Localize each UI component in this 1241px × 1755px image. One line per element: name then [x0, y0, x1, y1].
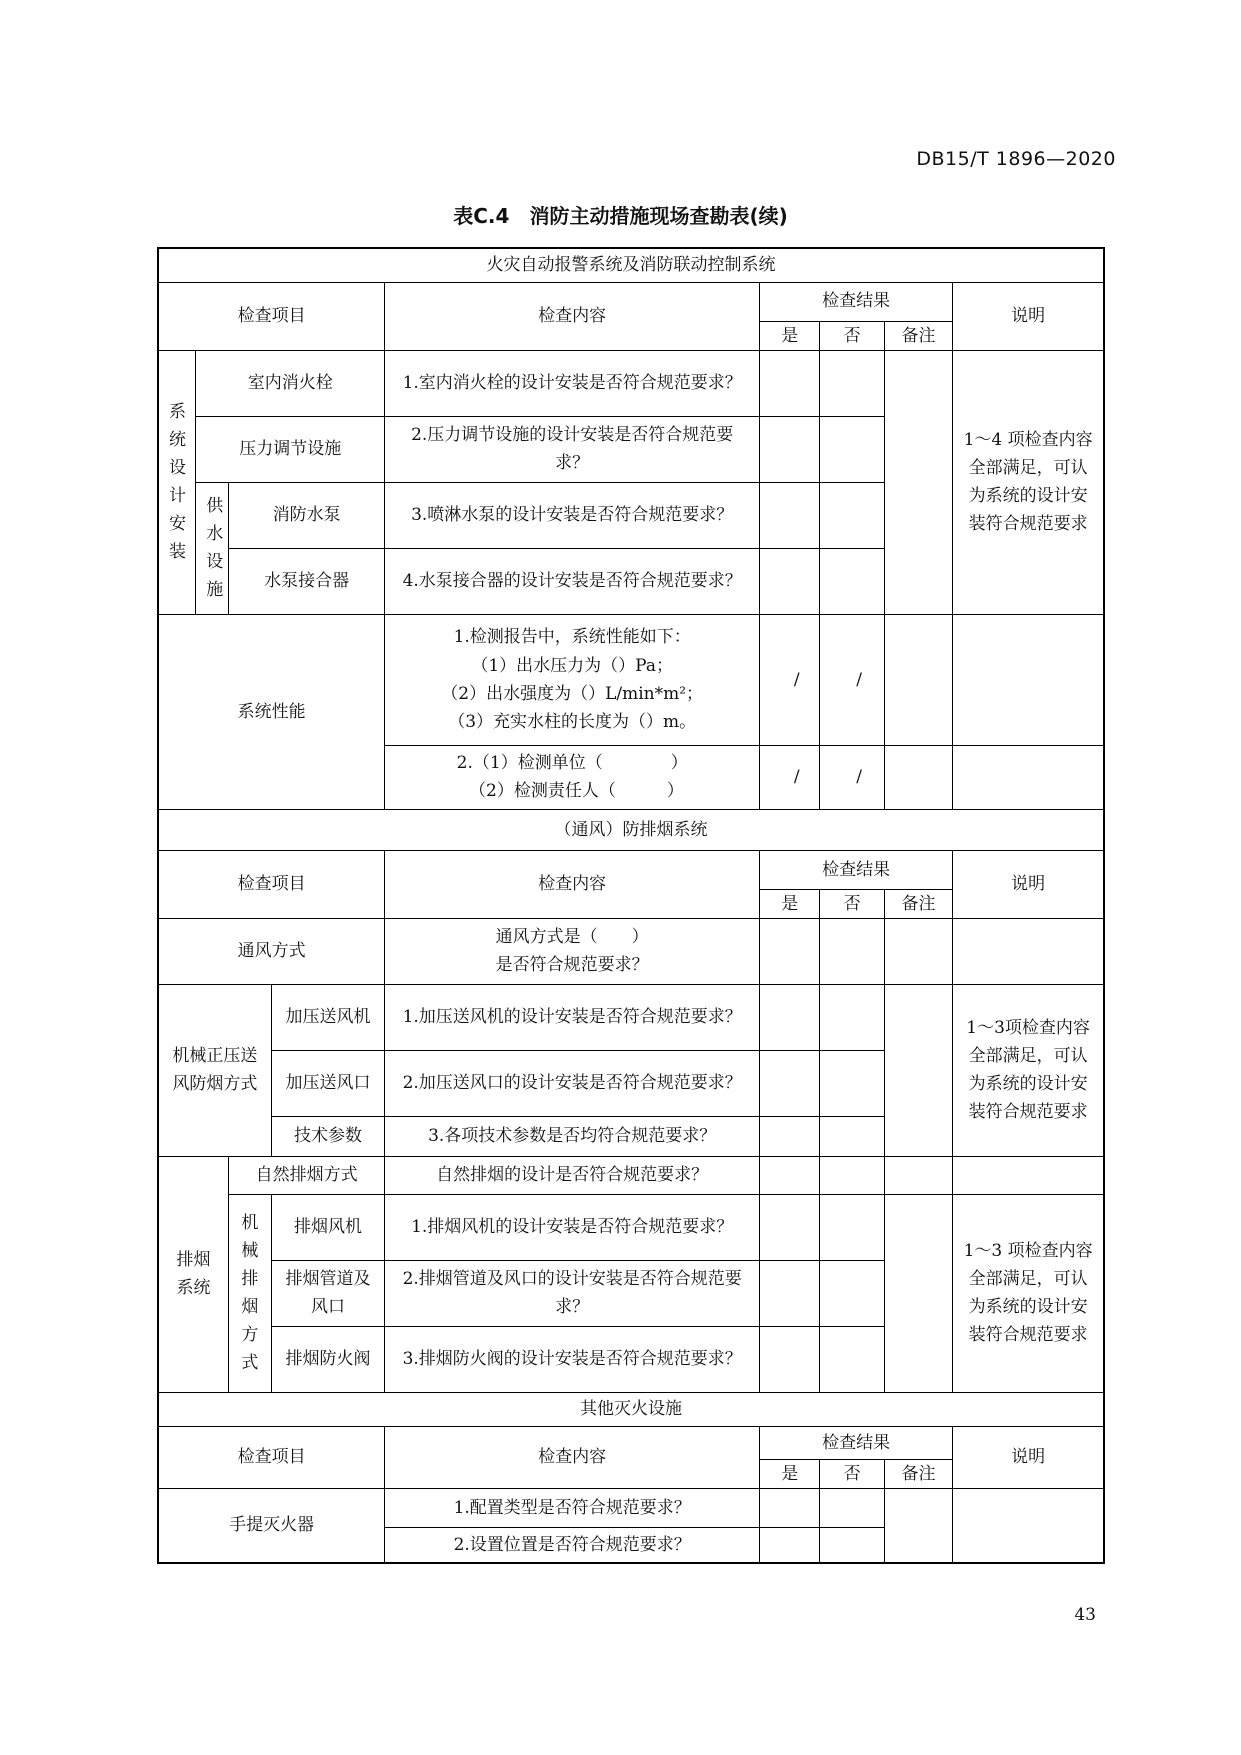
cell-yes[interactable]: [760, 1156, 820, 1194]
cell-no[interactable]: [820, 1156, 884, 1194]
cell-remark[interactable]: [884, 350, 952, 614]
performance-line-4: （3）充实水柱的长度为（）m。: [448, 711, 697, 732]
cell-remark[interactable]: [884, 1488, 952, 1563]
cell-yes[interactable]: [760, 548, 820, 614]
col-header-no: 否: [820, 1459, 884, 1488]
col-header-content: 检查内容: [385, 282, 760, 350]
cell-yes[interactable]: [760, 1326, 820, 1392]
section-header-row: [158, 248, 1104, 282]
ventilation-line-1: 通风方式是（ ）: [495, 927, 649, 948]
content-natural-exhaust: 自然排烟的设计是否符合规范要求？: [385, 1156, 760, 1194]
cell-no[interactable]: [820, 1116, 884, 1156]
column-header-row: [158, 1426, 1104, 1459]
slash-mark: /: [856, 669, 862, 690]
inspection-table: [157, 247, 1105, 1564]
slash-mark: /: [856, 767, 862, 788]
cell-remark[interactable]: [884, 984, 952, 1156]
table-row: [158, 984, 1104, 1050]
performance-line-1: 1.检测报告中，系统性能如下：: [453, 627, 691, 648]
cell-no-slash[interactable]: [820, 745, 884, 809]
content-tech-params: 3.各项技术参数是否均符合规范要求？: [385, 1116, 760, 1156]
content-performance: [385, 614, 760, 745]
col-header-yes: 是: [760, 889, 820, 918]
cell-no[interactable]: [820, 482, 884, 548]
content-fire-damper: 3.排烟防火阀的设计安装是否符合规范要求？: [385, 1326, 760, 1392]
cell-remark[interactable]: [884, 1194, 952, 1392]
cell-yes-slash[interactable]: [760, 614, 820, 745]
col-header-content: 检查内容: [385, 850, 760, 918]
note-system-design: 1～4 项检查内容全部满足，可认为系统的设计安装符合规范要求: [953, 350, 1104, 614]
content-pump-connector: 4.水泵接合器的设计安装是否符合规范要求？: [385, 548, 760, 614]
item-exhaust-fan: 排烟风机: [271, 1194, 384, 1260]
page-number: 43: [1074, 1605, 1096, 1625]
content-extinguisher-location: 2.设置位置是否符合规范要求？: [385, 1527, 760, 1563]
item-pump-connector: 水泵接合器: [228, 548, 384, 614]
col-header-result: 检查结果: [760, 282, 953, 321]
performance-line-3: （2）出水强度为（）L/min*m²；: [441, 683, 704, 704]
cell-yes[interactable]: [760, 918, 820, 984]
col-header-item: 检查项目: [158, 282, 385, 350]
cell-yes[interactable]: [760, 416, 820, 482]
col-header-remark: 备注: [884, 321, 952, 350]
col-header-yes: 是: [760, 321, 820, 350]
content-pressure-outlet: 2.加压送风口的设计安装是否符合规范要求？: [385, 1050, 760, 1116]
item-extinguisher: 手提灭火器: [158, 1488, 385, 1563]
cell-no[interactable]: [820, 1527, 884, 1563]
cell-no[interactable]: [820, 416, 884, 482]
cell-yes[interactable]: [760, 482, 820, 548]
item-indoor-hydrant: 室内消火栓: [196, 350, 385, 416]
item-pressure-regulation: 压力调节设施: [196, 416, 385, 482]
cell-yes[interactable]: [760, 1116, 820, 1156]
item-fire-damper: 排烟防火阀: [271, 1326, 384, 1392]
table-row: [158, 1194, 1104, 1260]
cell-remark[interactable]: [884, 1156, 952, 1194]
testing-line-1: 2.（1）检测单位（ ）: [456, 753, 688, 773]
content-testing-unit: [385, 745, 760, 809]
item-pressure-outlet: 加压送风口: [271, 1050, 384, 1116]
ventilation-line-2: 是否符合规范要求？: [495, 955, 649, 976]
content-exhaust-duct: 2.排烟管道及风口的设计安装是否符合规范要求？: [385, 1260, 760, 1326]
col-header-no: 否: [820, 321, 884, 350]
group-mech-exhaust: 机械排烟方式: [228, 1194, 271, 1392]
content-exhaust-fan: 1.排烟风机的设计安装是否符合规范要求？: [385, 1194, 760, 1260]
item-exhaust-duct: 排烟管道及风口: [271, 1260, 384, 1326]
col-header-item: 检查项目: [158, 1426, 385, 1488]
col-header-note: 说明: [953, 1426, 1104, 1488]
group-mech-pressurization: 机械正压送风防烟方式: [158, 984, 271, 1156]
section-title-smoke-control: （通风）防排烟系统: [158, 809, 1104, 850]
content-indoor-hydrant: 1.室内消火栓的设计安装是否符合规范要求？: [385, 350, 760, 416]
cell-remark[interactable]: [884, 918, 952, 984]
column-header-row: [158, 850, 1104, 889]
cell-no[interactable]: [820, 918, 884, 984]
performance-line-2: （1）出水压力为（）Pa；: [471, 655, 673, 676]
col-header-item: 检查项目: [158, 850, 385, 918]
document-code: DB15/T 1896—2020: [916, 148, 1116, 170]
content-pressure-fan: 1.加压送风机的设计安装是否符合规范要求？: [385, 984, 760, 1050]
section-header-row: [158, 1392, 1104, 1426]
testing-line-2: （2）检测责任人（ ）: [460, 781, 684, 802]
table-row: [158, 1156, 1104, 1194]
col-header-no: 否: [820, 889, 884, 918]
cell-no[interactable]: [820, 1050, 884, 1116]
cell-yes[interactable]: [760, 350, 820, 416]
table-row: [158, 350, 1104, 416]
cell-no[interactable]: [820, 1194, 884, 1260]
cell-note: [953, 614, 1104, 745]
content-extinguisher-type: 1.配置类型是否符合规范要求？: [385, 1488, 760, 1527]
cell-note: [953, 918, 1104, 984]
cell-no[interactable]: [820, 984, 884, 1050]
cell-note: [953, 1156, 1104, 1194]
cell-no[interactable]: [820, 548, 884, 614]
cell-no[interactable]: [820, 1260, 884, 1326]
content-fire-pump: 3.喷淋水泵的设计安装是否符合规范要求？: [385, 482, 760, 548]
slash-mark: /: [793, 669, 800, 690]
section-title-other: 其他灭火设施: [158, 1392, 1104, 1426]
table-row: [158, 918, 1104, 984]
col-header-remark: 备注: [884, 889, 952, 918]
group-smoke-exhaust: 排烟系统: [158, 1156, 228, 1392]
cell-no[interactable]: [820, 1326, 884, 1392]
col-header-note: 说明: [953, 850, 1104, 918]
slash-mark: /: [793, 767, 800, 788]
cell-note: [953, 1488, 1104, 1563]
item-tech-params: 技术参数: [271, 1116, 384, 1156]
cell-yes[interactable]: [760, 1527, 820, 1563]
cell-note: [953, 745, 1104, 809]
cell-yes[interactable]: [760, 1050, 820, 1116]
table-row: [158, 1488, 1104, 1527]
group-system-design: 系统设计安装: [158, 350, 196, 614]
cell-no-slash[interactable]: [820, 614, 884, 745]
cell-yes[interactable]: [760, 984, 820, 1050]
col-header-result: 检查结果: [760, 1426, 953, 1459]
group-water-supply: 供水设施: [196, 482, 229, 614]
col-header-result: 检查结果: [760, 850, 953, 889]
cell-yes[interactable]: [760, 1260, 820, 1326]
cell-yes-slash[interactable]: [760, 745, 820, 809]
content-pressure-regulation: 2.压力调节设施的设计安装是否符合规范要求？: [385, 416, 760, 482]
cell-no[interactable]: [820, 1488, 884, 1527]
section-title-fire-alarm: 火灾自动报警系统及消防联动控制系统: [158, 248, 1104, 282]
item-natural-exhaust: 自然排烟方式: [228, 1156, 384, 1194]
content-ventilation-mode: [385, 918, 760, 984]
cell-yes[interactable]: [760, 1488, 820, 1527]
table-row: [158, 614, 1104, 745]
col-header-remark: 备注: [884, 1459, 952, 1488]
item-ventilation-mode: 通风方式: [158, 918, 385, 984]
cell-yes[interactable]: [760, 1194, 820, 1260]
col-header-yes: 是: [760, 1459, 820, 1488]
note-smoke-exhaust: 1～3 项检查内容全部满足，可认为系统的设计安装符合规范要求: [953, 1194, 1104, 1392]
item-pressure-fan: 加压送风机: [271, 984, 384, 1050]
table-title: 表C.4 消防主动措施现场查勘表(续): [453, 204, 788, 228]
section-header-row: [158, 809, 1104, 850]
cell-no[interactable]: [820, 350, 884, 416]
cell-remark[interactable]: [884, 614, 952, 745]
column-header-row: [158, 282, 1104, 321]
col-header-note: 说明: [953, 282, 1104, 350]
item-fire-pump: 消防水泵: [228, 482, 384, 548]
note-mech-pressurization: 1～3项检查内容全部满足，可认为系统的设计安装符合规范要求: [953, 984, 1104, 1156]
item-system-performance: 系统性能: [158, 614, 385, 809]
col-header-content: 检查内容: [385, 1426, 760, 1488]
cell-remark[interactable]: [884, 745, 952, 809]
